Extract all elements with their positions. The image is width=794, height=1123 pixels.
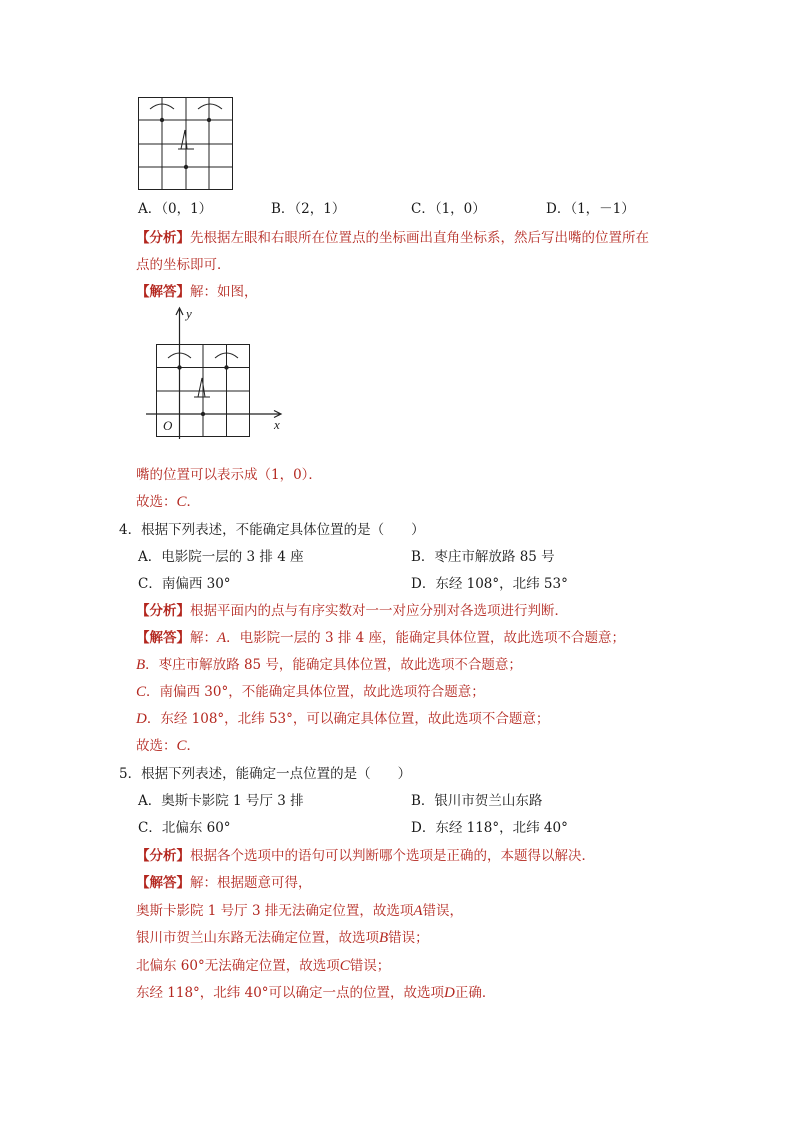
- q5-solution: [136, 873, 312, 893]
- solution-tag: 【解答】: [136, 284, 190, 300]
- solution-letter: C: [136, 684, 147, 700]
- q3-choice: [136, 492, 200, 512]
- q3-solution-heading: [136, 282, 258, 302]
- q4-option-c: C．南偏西 30°: [138, 576, 231, 592]
- analysis-tag: 【分析】: [136, 603, 190, 619]
- y-axis-label: y: [186, 306, 192, 321]
- choice-prefix: 故选：: [136, 494, 177, 510]
- solution-letter: B: [379, 930, 389, 946]
- solution-letter: B: [136, 657, 146, 673]
- q5-option-b: B．银川市贺兰山东路: [411, 793, 543, 809]
- choice-prefix: 故选：: [136, 738, 177, 754]
- q4-solution-a: [136, 628, 625, 648]
- solution-text: 奥斯卡影院 1 号厅 3 排无法确定位置，故选项: [136, 903, 414, 919]
- option-b: B．（2，1）: [271, 201, 346, 217]
- solution-end: 错误；: [349, 958, 391, 974]
- q4-solution-b: [136, 655, 522, 675]
- solution-end: 错误，: [422, 903, 464, 919]
- solution-text: ．南偏西 30°，不能确定具体位置，故此选项符合题意；: [146, 684, 485, 700]
- solution-end: 错误；: [388, 930, 429, 946]
- analysis-text: 根据各个选项中的语句可以判断哪个选项是正确的，本题得以解决．: [190, 848, 595, 864]
- choice-answer: C: [176, 738, 187, 754]
- coordinate-figure: [156, 307, 286, 442]
- q5-stem: 5．根据下列表述，能确定一点位置的是（ ）: [119, 766, 412, 782]
- q5-analysis: [136, 846, 595, 866]
- solution-prefix: 解：: [190, 630, 217, 646]
- face-grid-figure: [138, 97, 234, 191]
- solution-text: ．东经 108°，北纬 53°，可以确定具体位置，故此选项不合题意；: [146, 711, 550, 727]
- q4-option-d: D．东经 108°，北纬 53°: [411, 576, 568, 592]
- q3-analysis-line1: [136, 228, 649, 248]
- solution-text: 解：如图，: [190, 284, 258, 300]
- choice-answer: C: [176, 494, 187, 510]
- solution-letter: D: [444, 985, 455, 1001]
- q4-analysis: [136, 601, 568, 621]
- solution-end: 正确．: [454, 985, 496, 1001]
- q5-option-a: A．奥斯卡影院 1 号厅 3 排: [138, 793, 304, 809]
- solution-text: ．电影院一层的 3 排 4 座，能确定具体位置，故此选项不合题意；: [226, 630, 626, 646]
- q5-option-d: D．东经 118°，北纬 40°: [411, 820, 568, 836]
- solution-text: 东经 118°，北纬 40°可以确定一点的位置，故选项: [136, 985, 445, 1001]
- solution-text: 北偏东 60°无法确定位置，故选项: [136, 958, 340, 974]
- option-a: A．（0，1）: [138, 201, 213, 217]
- origin-label: O: [163, 418, 173, 433]
- analysis-text: 先根据左眼和右眼所在位置点的坐标画出直角坐标系，然后写出嘴的位置所在: [190, 230, 649, 246]
- solution-text: 银川市贺兰山东路无法确定位置，故选项: [136, 930, 379, 946]
- analysis-tag: 【分析】: [136, 848, 190, 864]
- solution-letter: D: [136, 711, 147, 727]
- q5-solution-line2: [136, 928, 429, 948]
- q5-solution-line4: [136, 983, 495, 1003]
- q4-option-b: B．枣庄市解放路 85 号: [411, 549, 555, 565]
- solution-letter: A: [217, 630, 227, 646]
- q4-solution-d: [136, 709, 549, 729]
- solution-text: ．枣庄市解放路 85 号，能确定具体位置，故此选项不合题意；: [145, 657, 522, 673]
- q4-solution-c: [136, 682, 485, 702]
- solution-text: 解：根据题意可得，: [190, 875, 312, 891]
- choice-suffix: ．: [186, 738, 201, 754]
- q5-solution-line3: [136, 956, 390, 976]
- q5-option-c: C．北偏东 60°: [138, 820, 231, 836]
- solution-letter: C: [339, 958, 350, 974]
- solution-tag: 【解答】: [136, 875, 190, 891]
- option-c: C．（1，0）: [411, 201, 486, 217]
- q4-stem: 4．根据下列表述，不能确定具体位置的是（ ）: [119, 522, 425, 538]
- q4-choice: [136, 736, 200, 756]
- q5-solution-line1: [136, 901, 463, 921]
- solution-tag: 【解答】: [136, 630, 190, 646]
- analysis-tag: 【分析】: [136, 230, 190, 246]
- q4-option-a: A．电影院一层的 3 排 4 座: [138, 549, 304, 565]
- analysis-text: 根据平面内的点与有序实数对一一对应分别对各选项进行判断．: [190, 603, 568, 619]
- choice-suffix: ．: [186, 494, 201, 510]
- option-d: D．（1，－1）: [546, 201, 635, 217]
- q3-result: 嘴的位置可以表示成（1，0）．: [136, 467, 322, 483]
- solution-letter: A: [413, 903, 423, 919]
- q3-analysis-line2: 点的坐标即可．: [136, 257, 231, 273]
- x-axis-label: x: [274, 417, 280, 432]
